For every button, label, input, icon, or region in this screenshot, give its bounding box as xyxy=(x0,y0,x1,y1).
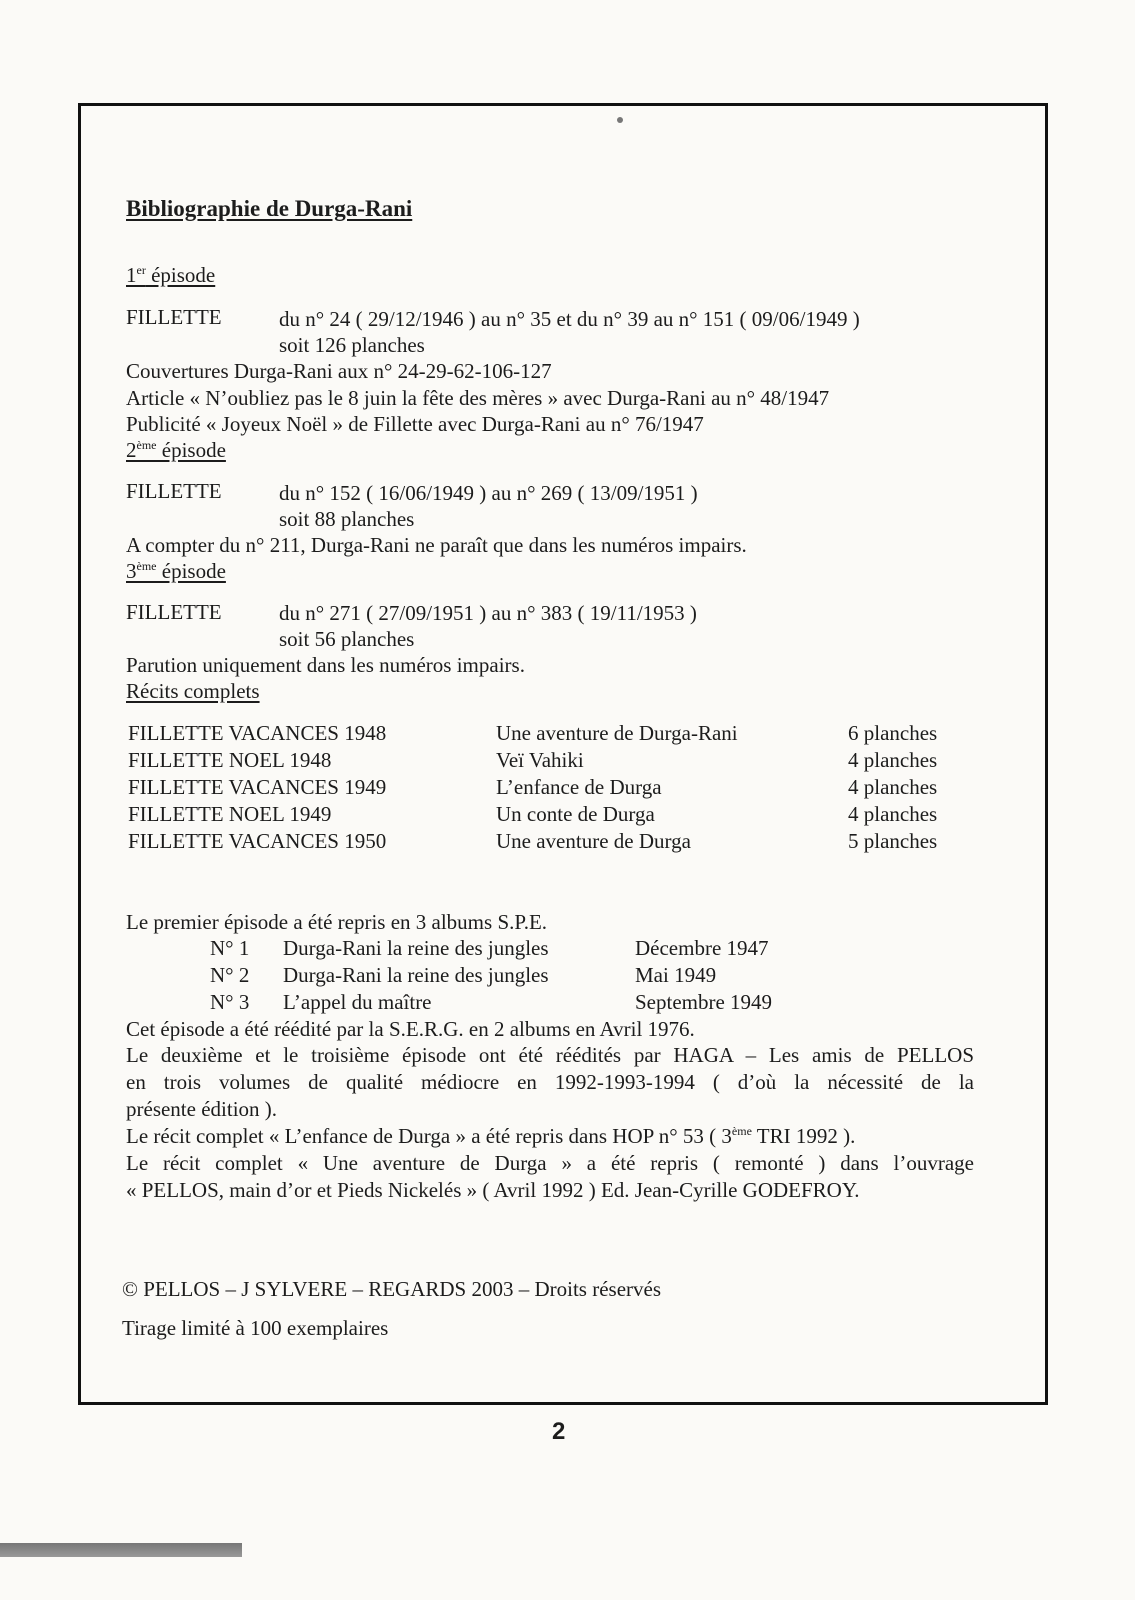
reedition-hop: Le récit complet « L’enfance de Durga » a été repris dans HOP n° 53 ( 3ème TRI 1992 ). xyxy=(126,1124,856,1148)
album-date: Septembre 1949 xyxy=(635,990,773,1014)
album-row xyxy=(210,962,860,989)
recit-pages: 4 planches xyxy=(848,775,938,799)
reedition-haga-3: présente édition ). xyxy=(126,1097,278,1121)
episode-3-count: soit 56 planches xyxy=(279,627,415,651)
album-title: Durga-Rani la reine des jungles xyxy=(283,936,549,960)
recit-row xyxy=(128,828,948,855)
recit-story: Veï Vahiki xyxy=(496,748,584,772)
recit-story: Un conte de Durga xyxy=(496,802,655,826)
limited-edition-note: Tirage limité à 100 exemplaires xyxy=(122,1316,389,1340)
recit-pages: 5 planches xyxy=(848,829,938,853)
episode-3-publication: FILLETTE xyxy=(126,600,222,624)
episode-1-range: du n° 24 ( 29/12/1946 ) au n° 35 et du n° 39 au n° 151 ( 09/06/1949 ) xyxy=(279,307,860,331)
recits-heading: Récits complets xyxy=(126,679,260,703)
recit-issue: FILLETTE VACANCES 1949 xyxy=(128,775,387,799)
scan-speck xyxy=(617,117,623,123)
reedition-godefroy-1: Le récit complet « Une aventure de Durga » a été repris ( remonté ) dans l’ouvrage xyxy=(126,1151,974,1175)
recit-row xyxy=(128,720,948,747)
album-number: N° 2 xyxy=(210,963,250,987)
recit-row xyxy=(128,801,948,828)
page-title: Bibliographie de Durga-Rani xyxy=(126,196,413,221)
reedition-haga-1: Le deuxième et le troisième épisode ont été réédités par HAGA – Les amis de PELLOS xyxy=(126,1043,974,1067)
recit-issue: FILLETTE NOEL 1949 xyxy=(128,802,332,826)
recit-story: Une aventure de Durga xyxy=(496,829,691,853)
episode-2-range: du n° 152 ( 16/06/1949 ) au n° 269 ( 13/09/1951 ) xyxy=(279,481,698,505)
reedition-serg: Cet épisode a été réédité par la S.E.R.G. en 2 albums en Avril 1976. xyxy=(126,1017,695,1041)
recit-story: L’enfance de Durga xyxy=(496,775,662,799)
episode-2-heading: 2ème épisode xyxy=(126,438,226,462)
album-row xyxy=(210,989,860,1016)
album-number: N° 1 xyxy=(210,936,250,960)
album-date: Mai 1949 xyxy=(635,963,717,987)
episode-1-heading: 1er épisode xyxy=(126,263,216,287)
episode-2-publication: FILLETTE xyxy=(126,479,222,503)
recit-pages: 4 planches xyxy=(848,748,938,772)
episode-1-note-ad: Publicité « Joyeux Noël » de Fillette avec Durga-Rani au n° 76/1947 xyxy=(126,412,704,436)
copyright-notice: © PELLOS – J SYLVERE – REGARDS 2003 – Droits réservés xyxy=(122,1277,662,1301)
recit-issue: FILLETTE VACANCES 1948 xyxy=(128,721,387,745)
recit-story: Une aventure de Durga-Rani xyxy=(496,721,738,745)
page-number: 2 xyxy=(552,1418,566,1445)
episode-2-count: soit 88 planches xyxy=(279,507,415,531)
recit-pages: 4 planches xyxy=(848,802,938,826)
recit-row xyxy=(128,774,948,801)
episode-2-note: A compter du n° 211, Durga-Rani ne paraît que dans les numéros impairs. xyxy=(126,533,747,557)
recit-row xyxy=(128,747,948,774)
recit-pages: 6 planches xyxy=(848,721,938,745)
episode-1-publication: FILLETTE xyxy=(126,305,222,329)
episode-3-note: Parution uniquement dans les numéros impairs. xyxy=(126,653,525,677)
recit-issue: FILLETTE VACANCES 1950 xyxy=(128,829,387,853)
album-date: Décembre 1947 xyxy=(635,936,769,960)
albums-intro: Le premier épisode a été repris en 3 albums S.P.E. xyxy=(126,910,548,934)
reedition-godefroy-2: « PELLOS, main d’or et Pieds Nickelés » ( Avril 1992 ) Ed. Jean-Cyrille GODEFROY. xyxy=(126,1178,860,1202)
episode-1-note-article: Article « N’oubliez pas le 8 juin la fête des mères » avec Durga-Rani au n° 48/1947 xyxy=(126,386,830,410)
album-number: N° 3 xyxy=(210,990,250,1014)
reedition-haga-2: en trois volumes de qualité médiocre en 1992-1993-1994 ( d’où la nécessité de la xyxy=(126,1070,974,1094)
album-row xyxy=(210,935,860,962)
album-title: Durga-Rani la reine des jungles xyxy=(283,963,549,987)
recit-issue: FILLETTE NOEL 1948 xyxy=(128,748,332,772)
album-title: L’appel du maître xyxy=(283,990,432,1014)
episode-1-note-covers: Couvertures Durga-Rani aux n° 24-29-62-106-127 xyxy=(126,359,552,383)
episode-3-range: du n° 271 ( 27/09/1951 ) au n° 383 ( 19/11/1953 ) xyxy=(279,601,697,625)
episode-3-heading: 3ème épisode xyxy=(126,559,226,583)
scan-edge-artifact xyxy=(0,1543,242,1557)
episode-1-count: soit 126 planches xyxy=(279,333,425,357)
